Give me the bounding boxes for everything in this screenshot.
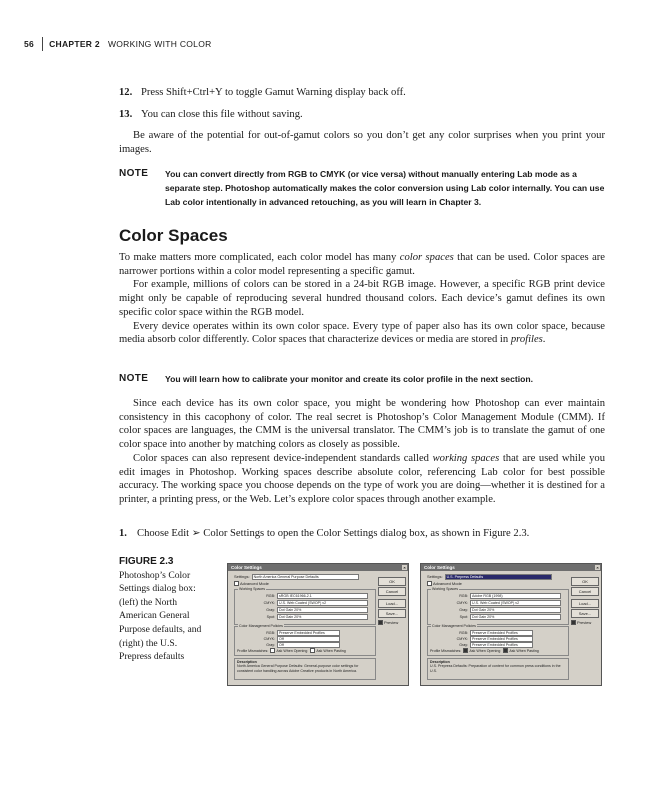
mismatch-open-checkbox[interactable] — [270, 648, 275, 653]
mismatch-open-checkbox[interactable] — [463, 648, 468, 653]
ok-button[interactable]: OK — [571, 577, 599, 586]
cs-paragraph-5: Color spaces can also represent device-independent standards called working spaces that are used while you edit images in Photoshop. Working spaces describe absolute color, referencing Lab color for best possible accuracy. The working space you choose depends on the type of work you are doing—whether it is destined for a printer, a printing press, or the Web. Let’s explore color spaces through another example. — [119, 452, 605, 505]
preview-label: Preview — [577, 620, 592, 625]
policies-group: Color Management Policies RGB: Preserve Embedded Profiles CMYK: Off Gray: Off Profile Mismatches: Ask When Opening Ask When Pasting — [234, 626, 376, 656]
note-text: You can convert directly from RGB to CMYK (or vice versa) without manually entering Lab mode as a separate step. Photoshop automatically makes the color conversion using Lab color internally. You can use Lab color intentionally in advanced retouching, as you will learn in Chapter 3. — [165, 169, 605, 207]
advanced-mode-label: Advanced Mode — [433, 581, 462, 586]
note-1 — [119, 167, 607, 209]
preview-label: Preview — [384, 620, 399, 625]
cs-paragraph-3: Every device operates within its own color space. Every type of paper also has its own color space, because media absorb color differently. Color spaces that characterize devices or media are stored in profiles. — [119, 320, 605, 346]
mismatch-paste-checkbox[interactable] — [310, 648, 315, 653]
description-box: Description North America General Purpose Defaults: General-purpose color settings for consistent color handling across Adobe Creative products in North America. — [234, 658, 376, 680]
term-working-spaces: working spaces — [432, 452, 500, 464]
policy-gray-select[interactable]: Off — [277, 642, 340, 648]
cmyk-select[interactable]: U.S. Web Coated (SWOP) v2 — [277, 600, 368, 606]
settings-label: Settings: — [427, 574, 443, 579]
policy-cmyk-select[interactable]: Off — [277, 636, 340, 642]
note-label: NOTE — [119, 373, 149, 384]
step-1 — [119, 527, 605, 541]
policy-rgb-select[interactable]: Preserve Embedded Profiles — [277, 630, 340, 636]
cs-paragraph-1: To make matters more complicated, each color model has many color spaces that can be used. Color spaces are narrower portions within a color model representing a specific gamut. — [119, 252, 605, 277]
cms-body — [119, 397, 605, 507]
policy-rgb-select[interactable]: Preserve Embedded Profiles — [470, 630, 533, 636]
preview-checkbox[interactable] — [378, 620, 383, 625]
close-icon[interactable]: × — [403, 565, 406, 570]
spot-select[interactable]: Dot Gain 20% — [277, 614, 368, 620]
term-color-spaces: color spaces — [399, 252, 454, 263]
dialog-title: Color Settings — [231, 565, 262, 570]
section-title: Color Spaces — [119, 226, 228, 245]
gray-select[interactable]: Dot Gain 20% — [277, 607, 368, 613]
rgb-select[interactable]: Adobe RGB (1998) — [470, 593, 561, 599]
preview-checkbox[interactable] — [571, 620, 576, 625]
header-divider — [42, 37, 43, 51]
step-12 — [119, 86, 605, 100]
gamut-paragraph-block — [119, 129, 605, 156]
dialog-title: Color Settings — [424, 565, 455, 570]
advanced-mode-checkbox[interactable] — [427, 581, 432, 586]
save-button[interactable]: Save... — [571, 609, 599, 618]
dialog-titlebar — [228, 564, 408, 571]
section-heading-block — [119, 226, 605, 245]
cs-paragraph-2: For example, millions of colors can be stored in a 24-bit RGB image. However, a specific RGB print device might only be capable of reproducing several hundred thousand colors. Each device’s gamut defines its own specific color space within the RGB model. — [119, 279, 605, 318]
chapter-title: WORKING WITH COLOR — [107, 39, 212, 49]
policies-group: Color Management Policies RGB: Preserve Embedded Profiles CMYK: Preserve Embedded Profiles Gray: Preserve Embedded Profiles Profile Mismatches: Ask When Opening Ask When Pasting — [427, 626, 569, 656]
working-spaces-group: Working Spaces RGB: sRGB IEC61966-2.1 CMYK: U.S. Web Coated (SWOP) v2 Gray: Dot Gain 20% Spot: Dot Gain 20% — [234, 589, 376, 625]
ok-button[interactable]: OK — [378, 577, 406, 586]
gray-select[interactable]: Dot Gain 20% — [470, 607, 561, 613]
step-text: Choose Edit ➢ Color Settings to open the Color Settings dialog box, as shown in Figure 2.3. — [137, 528, 530, 539]
load-button[interactable]: Load... — [378, 599, 406, 608]
save-button[interactable]: Save... — [378, 609, 406, 618]
note-label: NOTE — [119, 168, 149, 179]
steps-top — [119, 86, 605, 121]
policy-cmyk-select[interactable]: Preserve Embedded Profiles — [470, 636, 533, 642]
cs-paragraph-4: Since each device has its own color space, you might be wondering how Photoshop can ever maintain consistency in this cacophony of color. The real secret is Photoshop’s Color Management Module (CMM). If color spaces are languages, the CMM is the universal translator. The CMM’s job is to translate the gamut of one color space into another by matching colors as closely as possible. — [119, 398, 605, 451]
color-spaces-body — [119, 251, 605, 347]
advanced-mode-checkbox[interactable] — [234, 581, 239, 586]
step-number: 1. — [119, 528, 127, 539]
step-text: You can close this file without saving. — [141, 108, 303, 120]
note-2 — [119, 372, 607, 386]
running-head — [24, 37, 212, 51]
dialog-titlebar — [421, 564, 601, 571]
page-number: 56 — [24, 39, 35, 49]
description-box: Description U.S. Prepress Defaults: Preparation of content for common press conditions in the U.S. — [427, 658, 569, 680]
advanced-mode-label: Advanced Mode — [240, 581, 269, 586]
step-number: 13. — [119, 108, 133, 120]
cancel-button[interactable]: Cancel — [378, 587, 406, 596]
close-icon[interactable]: × — [596, 565, 599, 570]
load-button[interactable]: Load... — [571, 599, 599, 608]
step-13 — [119, 108, 605, 122]
chapter-label: CHAPTER 2 — [49, 39, 100, 49]
figure-caption-text: Photoshop’s Color Settings dialog box: (left) the North American General Purpose defaults, and (right) the U.S. Prepress defaults — [119, 569, 202, 663]
mismatch-paste-checkbox[interactable] — [503, 648, 508, 653]
settings-select[interactable]: North America General Purpose Defaults — [252, 574, 359, 580]
spot-select[interactable]: Dot Gain 20% — [470, 614, 561, 620]
color-settings-dialog-left — [227, 563, 409, 686]
working-spaces-group: Working Spaces RGB: Adobe RGB (1998) CMYK: U.S. Web Coated (SWOP) v2 Gray: Dot Gain 20% Spot: Dot Gain 20% — [427, 589, 569, 625]
figure-caption — [119, 555, 211, 664]
step-1-block — [119, 527, 605, 541]
policy-gray-select[interactable]: Preserve Embedded Profiles — [470, 642, 533, 648]
term-profiles: profiles — [510, 334, 543, 346]
settings-select[interactable]: U.S. Prepress Defaults — [445, 574, 552, 580]
step-text: Press Shift+Ctrl+Y to toggle Gamut Warning display back off. — [141, 87, 406, 98]
color-settings-dialog-right — [420, 563, 602, 686]
gamut-paragraph: Be aware of the potential for out-of-gamut colors so you don’t get any color surprises when you print your images. — [119, 130, 605, 155]
cmyk-select[interactable]: U.S. Web Coated (SWOP) v2 — [470, 600, 561, 606]
note-text: You will learn how to calibrate your monitor and create its color profile in the next section. — [165, 374, 534, 384]
step-number: 12. — [119, 87, 133, 98]
cancel-button[interactable]: Cancel — [571, 587, 599, 596]
settings-label: Settings: — [234, 574, 250, 579]
figure-label: FIGURE 2.3 — [119, 556, 174, 567]
rgb-select[interactable]: sRGB IEC61966-2.1 — [277, 593, 368, 599]
